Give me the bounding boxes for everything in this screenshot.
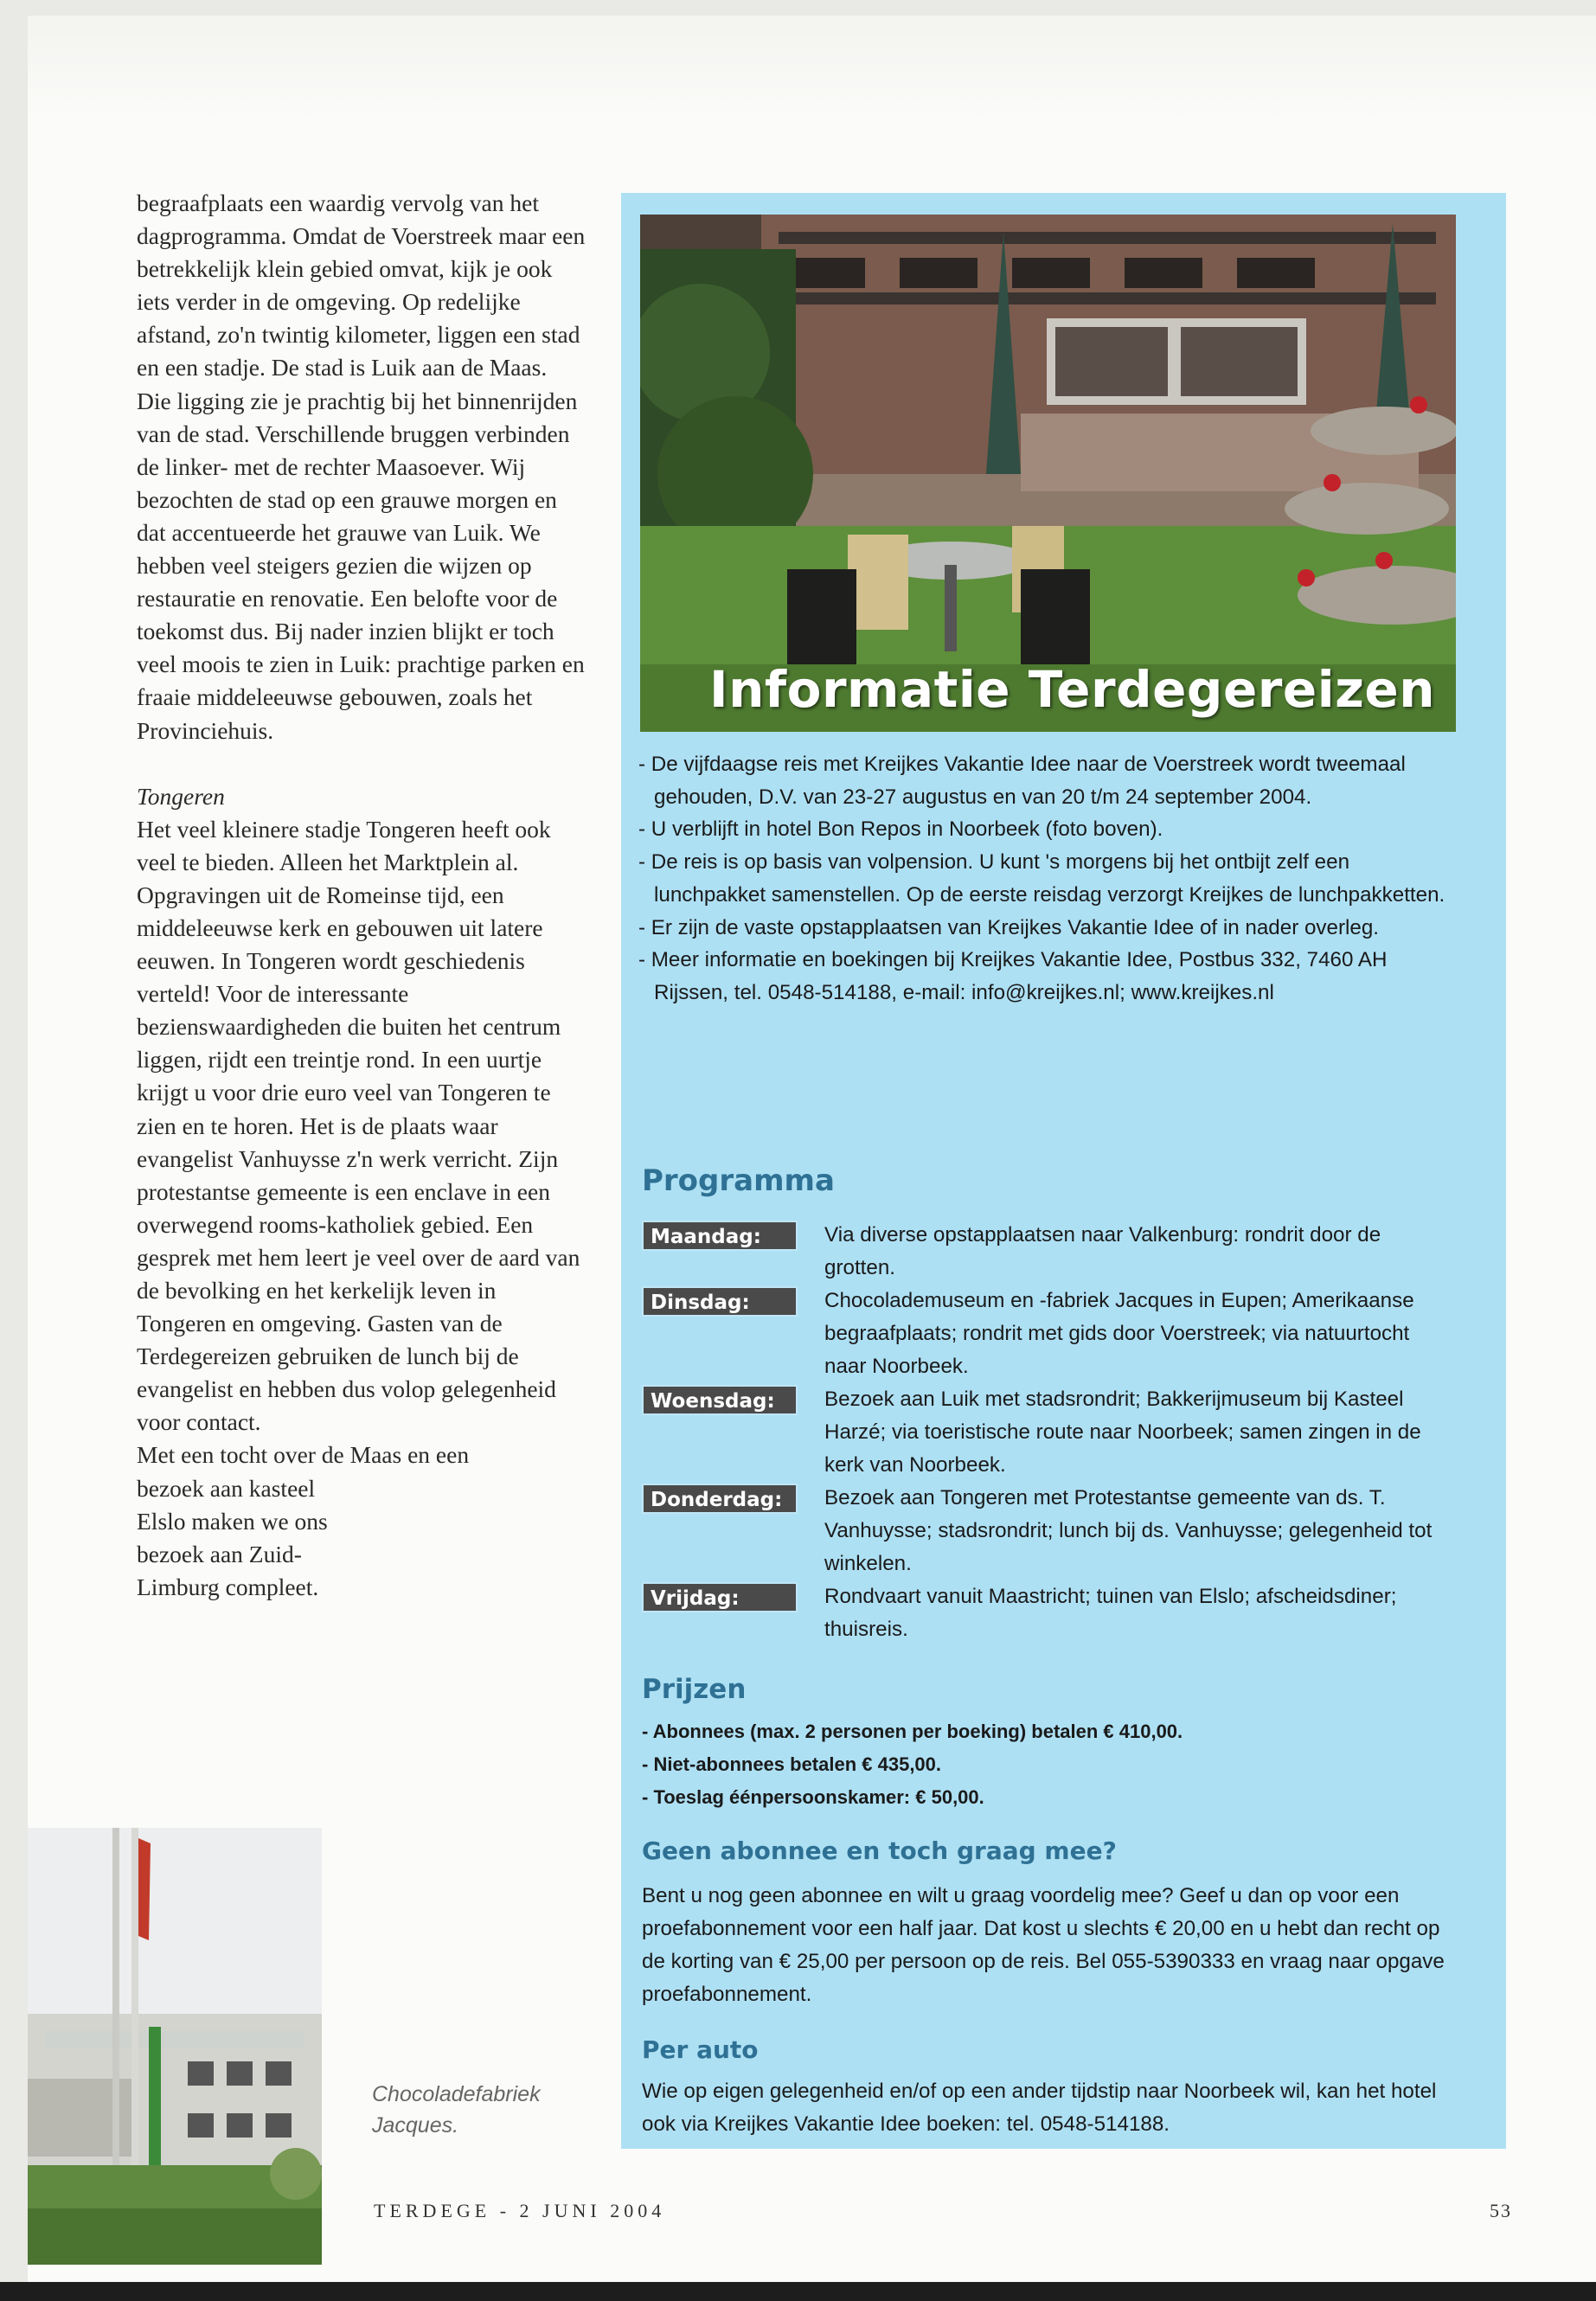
day-label: Donderdag: [642,1484,798,1514]
day-text: Chocolademuseum en -fabriek Jacques in Eupen; Amerikaanse begraafplaats; rondrit met gids door Voerstreek; via natuurtocht naar Noorbeek. [824,1289,1414,1378]
magazine-page [28,16,1596,2282]
programma-row-woensdag [642,1383,1464,1482]
price-line: - Niet-abonnees betalen € 435,00. [642,1753,942,1775]
info-bullet: - U verblijft in hotel Bon Repos in Noorbeek (foto boven). [638,817,1163,842]
day-label: Woensdag: [642,1385,798,1415]
info-bullet: - Meer informatie en boekingen bij Kreijkes Vakantie Idee, Postbus 332, 7460 AH Rijssen, tel. 0548-514188, e-mail: info@kreijkes.nl; www.kreijkes.nl [638,948,1388,1004]
hotel-photo [640,215,1456,732]
geen-abonnee-title: Geen abonnee en toch graag mee? [642,1836,1117,1865]
day-text: Bezoek aan Luik met stadsrondrit; Bakkerijmuseum bij Kasteel Harzé; via toeristische route naar Noorbeek; samen zingen in de kerk van Noorbeek. [824,1388,1421,1477]
article-paragraph-3-start: Met een tocht over de Maas en een [137,1441,470,1469]
photo-caption: Chocoladefabriek Jacques. [372,2082,541,2138]
info-bullets [638,748,1465,1009]
day-label: Dinsdag: [642,1286,798,1317]
per-auto-title: Per auto [642,2035,759,2064]
article-subheading: Tongeren [137,782,225,810]
programma-row-donderdag [642,1482,1464,1580]
price-line: - Abonnees (max. 2 personen per boeking) betalen € 410,00. [642,1721,1183,1742]
bottom-scan-strip [0,2282,1596,2301]
price-line: - Toeslag éénpersoonskamer: € 50,00. [642,1786,984,1808]
footer-publication: TERDEGE - 2 JUNI 2004 [374,2200,666,2221]
top-scan-strip [28,16,1596,119]
info-box [621,193,1506,2149]
info-title: Informatie Terdegereizen [709,660,1435,719]
article-paragraph-3-end: bezoek aan kasteel Elslo maken we ons bezoek aan Zuid-Limburg compleet. [137,1474,328,1600]
info-bullet: - De vijfdaagse reis met Kreijkes Vakantie Idee naar de Voerstreek wordt tweemaal gehouden, D.V. van 23-27 augustus en van 20 t/m 24 september 2004. [638,753,1406,809]
info-bullet: - De reis is op basis van volpension. U kunt 's morgens bij het ontbijt zelf een lunchpakket samenstellen. Op de eerste reisdag verzorgt Kreijkes de lunchpakketten. [638,850,1445,907]
programma-row-dinsdag [642,1285,1464,1383]
article-paragraph-1: begraafplaats een waardig vervolg van het dagprogramma. Omdat de Voerstreek maar een betrekkelijk klein gebied omvat, kijk je ook iets verder in de omgeving. Op redelijke afstand, zo'n twintig kilometer, liggen een stad en een stadje. De stad is Luik aan de Maas. Die ligging zie je prachtig bij het binnenrijden van de stad. Verschillende bruggen verbinden de linker- met de rechter Maasoever. Wij bezochten de stad op een grauwe morgen en dat accentueerde het grauwe van Luik. We hebben veel steigers gezien die wijzen op restauratie en renovatie. Een belofte voor de toekomst dus. Bij nader inzien blijkt er toch veel moois te zien in Luik: prachtige parken en fraaie middeleeuwse gebouwen, zoals het Provinciehuis. [137,189,586,744]
day-text: Via diverse opstapplaatsen naar Valkenburg: rondrit door de grotten. [824,1223,1381,1279]
info-bullet: - Er zijn de vaste opstapplaatsen van Kreijkes Vakantie Idee of in nader overleg. [638,915,1380,939]
day-label: Maandag: [642,1221,798,1251]
article-column [137,187,586,1604]
day-label: Vrijdag: [642,1582,798,1612]
geen-abonnee-text: Bent u nog geen abonnee en wilt u graag voordelig mee? Geef u dan op voor een proefabonnement voor een half jaar. Dat kost u slechts € 20,00 en u hebt dan recht op de korting van € 25,00 per persoon op de reis. Bel 055-5390333 en vraag naar opgave proefabonnement. [642,1884,1445,2006]
factory-photo [28,1828,322,2265]
day-text: Rondvaart vanuit Maastricht; tuinen van Elslo; afscheidsdiner; thuisreis. [824,1585,1397,1641]
programma-row-maandag [642,1219,1464,1285]
per-auto-text: Wie op eigen gelegenheid en/of op een ander tijdstip naar Noorbeek wil, kan het hotel ook via Kreijkes Vakantie Idee boeken: tel. 0548-514188. [642,2080,1437,2136]
prijzen-title: Prijzen [642,1674,747,1705]
programma-title: Programma [642,1163,835,1198]
programma-row-vrijdag [642,1580,1464,1646]
article-paragraph-2: Het veel kleinere stadje Tongeren heeft ook veel te bieden. Alleen het Marktplein al. Opgravingen uit de Romeinse tijd, een middeleeuwse kerk en gebouwen uit latere eeuwen. In Tongeren wordt geschiedenis verteld! Voor de interessante bezienswaardigheden die buiten het centrum liggen, rijdt een treintje rond. In een uurtje krijgt u voor drie euro veel van Tongeren te zien en te horen. Het is de plaats waar evangelist Vanhuysse z'n werk verricht. Zijn protestantse gemeente is een enclave in een overwegend rooms-katholiek gebied. Een gesprek met hem leert je veel over de aard van de bevolking en het kerkelijk leven in Tongeren en omgeving. Gasten van de Terdegereizen gebruiken de lunch bij de evangelist en hebben dus volop gelegenheid voor contact. [137,815,580,1436]
page-number: 53 [1490,2200,1512,2221]
day-text: Bezoek aan Tongeren met Protestantse gemeente van ds. T. Vanhuysse; stadsrondrit; lunch bij ds. Vanhuysse; gelegenheid tot winkelen. [824,1486,1433,1575]
